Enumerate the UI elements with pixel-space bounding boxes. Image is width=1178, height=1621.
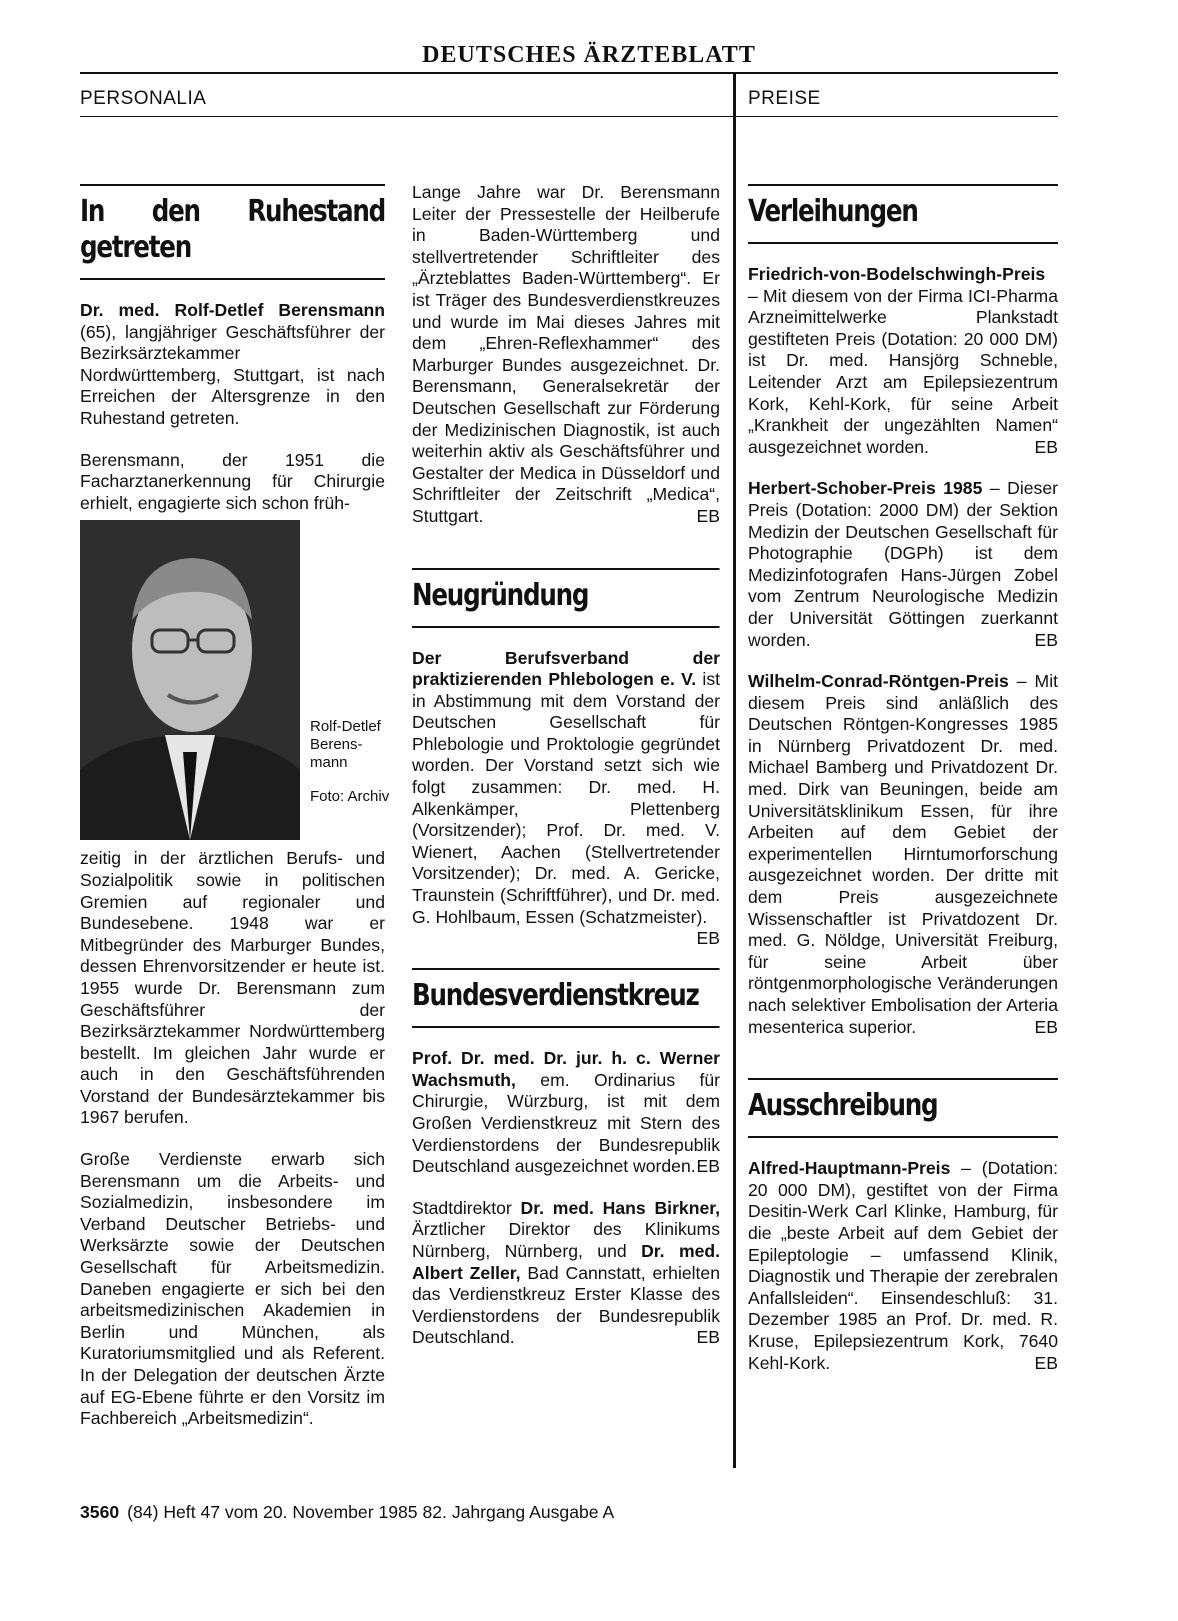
paragraph bbox=[412, 1048, 720, 1178]
author-signature: EB bbox=[696, 1156, 720, 1177]
paragraph-text: – Mit diesem von der Firma ICI-Pharma Arzneimittelwerke Plankstadt gestifteten Preis (Dotation: 20 000 DM) ist Dr. med. Hansjörg Schneble, Leitender Arzt am Epilepsiezentrum Kork, Kehl-Kork, für seine Arbeit „Krankheit der ungezählten Namen“ ausgezeichnet worden. bbox=[748, 285, 1058, 457]
paragraph bbox=[412, 1198, 720, 1349]
paragraph bbox=[80, 300, 385, 430]
paragraph-text: Bad Cannstatt, erhielten das Verdienstkreuz Erster Klasse des Verdienstordens der Bundesrepublik Deutschland. bbox=[412, 1262, 721, 1348]
person-name: Dr. med. Albert Zeller, bbox=[412, 1240, 721, 1283]
paragraph bbox=[412, 182, 720, 528]
section-preise: PREISE bbox=[748, 88, 821, 109]
headline-verleihungen: Verleihungen bbox=[748, 184, 1058, 244]
paragraph: zeitig in der ärztlichen Berufs- und Sozialpolitik sowie in politischen Gremien auf regionaler und Bundesebene. 1948 war er Mitbegründer des Marburger Bundes, dessen Ehrenvorsitzender er heute ist. 1955 wurde Dr. Berensmann zum Geschäftsführer der Bezirksärztekammer Nordwürttemberg bestellt. Im gleichen Jahr wurde er auch in den Geschäftsführenden Vorstand der Bundesärztekammer bis 1967 berufen. bbox=[80, 848, 385, 1128]
author-signature: EB bbox=[1034, 436, 1058, 457]
paragraph bbox=[748, 478, 1058, 651]
paragraph-text: (65), langjähriger Geschäftsführer der Bezirksärztekammer Nordwürttemberg, Stuttgart, ist nach Erreichen der Altersgrenze in den Ruhestand getreten. bbox=[80, 321, 385, 428]
paragraph: Große Verdienste erwarb sich Berensmann um die Arbeits- und Sozialmedizin, insbesondere im Verband Deutscher Betriebs- und Werksärzte sowie der Deutschen Gesellschaft für Arbeitsmedizin. Daneben engagierte er sich bei den arbeitsmedizinischen Akademien in Berlin und München, als Kuratoriumsmitglied und als Referent. In der Delegation der deutschen Ärzte auf EG-Ebene führte er den Vorsitz im Fachbereich „Arbeitsmedizin“. bbox=[80, 1149, 385, 1429]
paragraph bbox=[748, 671, 1058, 1038]
author-signature: EB bbox=[1034, 1352, 1058, 1373]
paragraph bbox=[748, 264, 1058, 458]
paragraph-text: Lange Jahre war Dr. Berensmann Leiter der Pressestelle der Heilberufe in Baden-Württemberg und stellvertretender Schriftleiter des „Ärzteblattes Baden-Württemberg“. Er ist Träger des Bundesverdienstkreuzes und wurde im Mai dieses Jahres mit dem „Ehren-Reflexhammer“ des Marburger Bundes ausgezeichnet. Dr. Berensmann, Generalsekretär der Deutschen Gesellschaft zur Förderung der Medizinischen Diagnostik, ist auch weiterhin aktiv als Geschäftsführer und Gestalter der Medica in Düsseldorf und Schriftleiter der Zeitschrift „Medica“, Stuttgart. bbox=[412, 182, 720, 526]
photo-figure bbox=[80, 520, 390, 840]
paragraph-text: Stadtdirektor bbox=[412, 1197, 521, 1218]
headline-neugruendung: Neugründung bbox=[412, 568, 720, 628]
prize-name: Friedrich-von-Bodelschwingh-Preis bbox=[748, 264, 1046, 284]
prize-name: Alfred-Hauptmann-Preis bbox=[748, 1158, 951, 1179]
paragraph-text: em. Ordinarius für Chirurgie, Würzburg, ist mit dem Großen Verdienstkreuz mit Stern des Verdienstordens der Bundesrepublik Deutschland ausgezeichnet worden. bbox=[412, 1069, 720, 1177]
portrait-photo bbox=[80, 520, 300, 840]
column-divider bbox=[733, 72, 736, 1468]
masthead-rule bbox=[80, 72, 1058, 74]
caption-credit: Foto: Archiv bbox=[310, 788, 390, 806]
headline-ausschreibung: Ausschreibung bbox=[748, 1078, 1058, 1138]
paragraph-text: ist in Abstimmung mit dem Vorstand der Deutschen Gesellschaft für Phlebologie und Proktologie gegründet worden. Der Vorstand setzt sich wie folgt zusammen: Dr. med. H. Alkenkämper, Plettenberg (Vorsitzender); Prof. Dr. med. V. Wienert, Aachen (Stellvertretender Vorsitzender); Dr. med. A. Gericke, Traunstein (Schriftführer), und Dr. med. G. Hohlbaum, Essen (Schatzmeister). bbox=[412, 669, 720, 927]
caption-name: Rolf-Detlef Berens-mann bbox=[310, 718, 381, 772]
author-signature: EB bbox=[696, 505, 720, 526]
column-3 bbox=[748, 184, 1058, 1394]
headline-ruhestand: In den Ruhestand getreten bbox=[80, 184, 385, 280]
page-number: 3560 bbox=[80, 1502, 120, 1522]
person-name: Dr. med. Hans Birkner, bbox=[520, 1197, 720, 1218]
paragraph bbox=[748, 1158, 1058, 1374]
prize-name: Wilhelm-Conrad-Röntgen-Preis bbox=[748, 671, 1009, 692]
masthead: DEUTSCHES ÄRZTEBLATT bbox=[422, 42, 756, 68]
issue-info: (84) Heft 47 vom 20. November 1985 82. Jahrgang Ausgabe A bbox=[127, 1502, 615, 1522]
section-personalia: PERSONALIA bbox=[80, 88, 207, 109]
column-1 bbox=[80, 184, 390, 1450]
paragraph-text: – Mit diesem Preis sind anläßlich des Deutschen Röntgen-Kongresses 1985 in Nürnberg Privatdozent Dr. med. Michael Bamberg und Privatdozent Dr. med. Dirk van Beuningen, beide am Universitätsklinikum Essen, für ihre Arbeiten auf dem Gebiet der experimentellen Hirntumorforschung ausgezeichnet worden. Der dritte mit dem Preis ausgezeichnete Wissenschaftler ist Privatdozent Dr. med. G. Nöldge, Universität Freiburg, für seine Arbeit über röntgenmorphologische Veränderungen nach selektiver Embolisation der Arteria mesenterica superior. bbox=[748, 671, 1058, 1037]
paragraph-text: – Dieser Preis (Dotation: 2000 DM) der Sektion Medizin der Deutschen Gesellschaft für Photographie (DGPh) ist dem Medizinfotografen Hans-Jürgen Zobel vom Zentrum Neurologische Medizin der Universität Göttingen zuerkannt worden. bbox=[748, 478, 1058, 650]
photo-caption bbox=[310, 718, 390, 806]
headline-bundesverdienstkreuz: Bundesverdienstkreuz bbox=[412, 968, 720, 1028]
author-signature: EB bbox=[1034, 629, 1058, 650]
paragraph bbox=[412, 647, 720, 949]
author-signature: EB bbox=[1034, 1016, 1058, 1037]
person-name: Dr. med. Rolf-Detlef Berensmann bbox=[80, 300, 385, 320]
prize-name: Herbert-Schober-Preis 1985 bbox=[748, 478, 983, 499]
organization-name: Der Berufsverband der praktizierenden Phlebologen e. V. bbox=[412, 647, 720, 690]
page-footer bbox=[80, 1502, 614, 1523]
paragraph-text: Ärztlicher Direktor des Klinikums Nürnberg, Nürnberg, und bbox=[412, 1219, 720, 1261]
author-signature: EB bbox=[696, 928, 720, 949]
paragraph-text: – (Dotation: 20 000 DM), gestiftet von der Firma Desitin-Werk Carl Klinke, Hamburg, für die „beste Arbeit auf dem Gebiet der Epileptologie – umfassend Klinik, Diagnostik und Therapie der zerebralen Anfallsleiden“. Einsendeschluß: 31. Dezember 1985 an Prof. Dr. med. R. Kruse, Epilepsiezentrum Kork, 7640 Kehl-Kork. bbox=[748, 1158, 1058, 1373]
paragraph: Berensmann, der 1951 die Facharztanerkennung für Chirurgie erhielt, engagierte sich schon früh- bbox=[80, 449, 385, 513]
section-rule bbox=[80, 116, 1058, 117]
person-name: Prof. Dr. med. Dr. jur. h. c. Werner Wachsmuth, bbox=[412, 1048, 720, 1090]
author-signature: EB bbox=[696, 1327, 720, 1348]
column-2 bbox=[412, 182, 720, 1369]
